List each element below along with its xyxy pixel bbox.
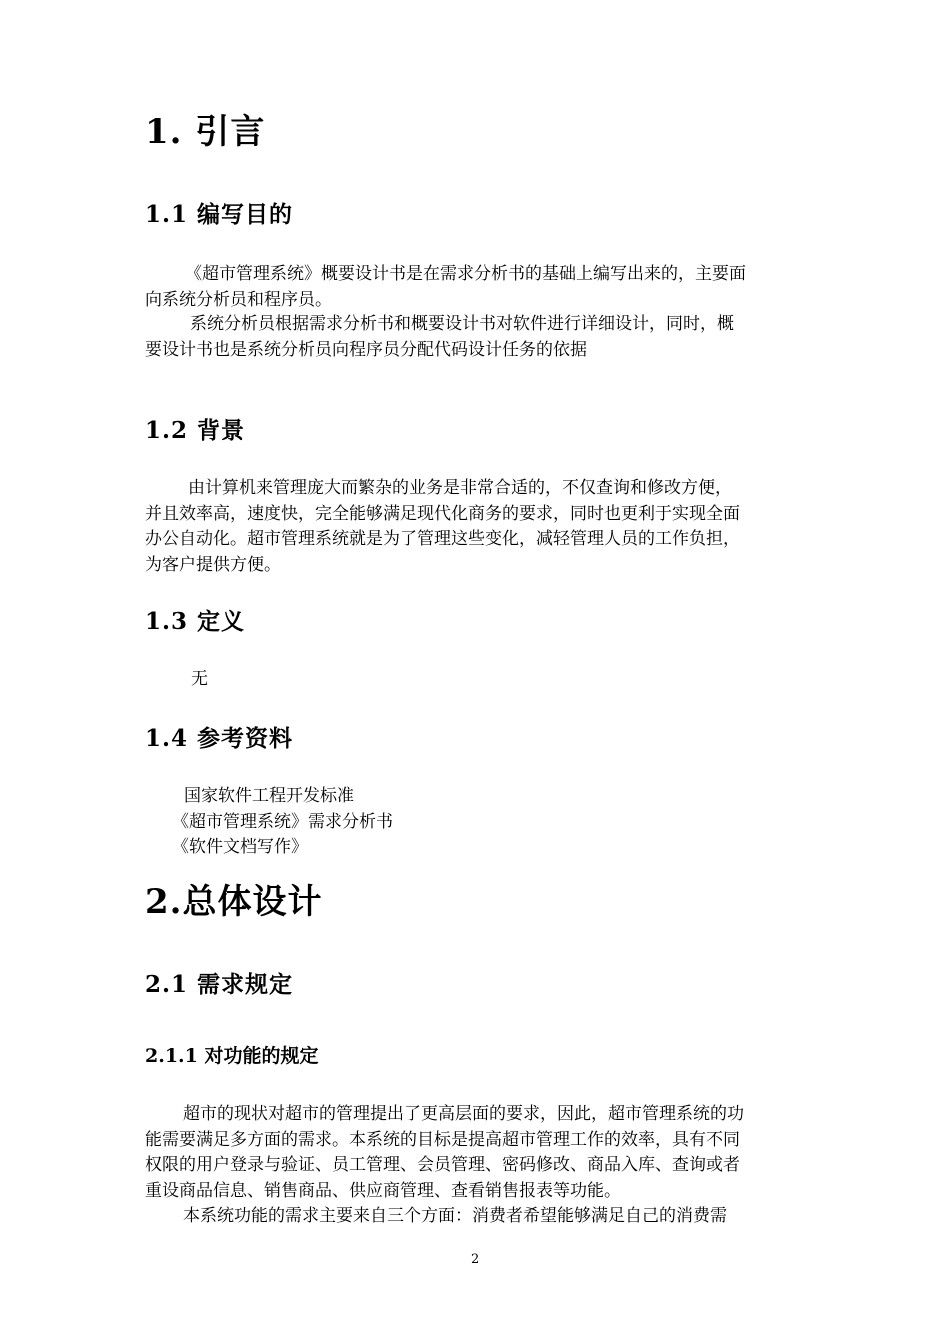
- paragraph-functions-1: [145, 1102, 744, 1204]
- definition-text: 无: [191, 669, 208, 689]
- text-line: 超市的现状对超市的管理提出了更高层面的要求，因此，超市管理系统的功: [183, 1104, 744, 1124]
- paragraph-purpose-2: [145, 312, 734, 363]
- reference-item: 《软件文档写作》: [172, 837, 308, 857]
- heading-1-4-references: 1.4 参考资料: [145, 725, 294, 752]
- heading-1-2-background: 1.2 背景: [145, 417, 246, 444]
- heading-2-1-requirements: 2.1 需求规定: [145, 971, 294, 998]
- heading-1-3-definition: 1.3 定义: [145, 608, 246, 635]
- text-line: 系统分析员根据需求分析书和概要设计书对软件进行详细设计，同时，概: [190, 314, 734, 334]
- heading-2-overall-design: 2.总体设计: [145, 882, 323, 922]
- text-line: 《超市管理系统》概要设计书是在需求分析书的基础上编写出来的，主要面: [185, 264, 746, 284]
- text-line: 权限的用户登录与验证、员工管理、会员管理、密码修改、商品入库、查询或者: [145, 1155, 740, 1175]
- heading-1-1-purpose: 1.1 编写目的: [145, 201, 294, 228]
- heading-1-introduction: 1. 引言: [145, 112, 266, 152]
- reference-list: [172, 784, 393, 861]
- paragraph-background: [145, 476, 740, 578]
- text-line: 重设商品信息、销售商品、供应商管理、查看销售报表等功能。: [145, 1180, 621, 1201]
- text-line: 并且效率高，速度快，完全能够满足现代化商务的要求，同时也更利于实现全面: [145, 503, 740, 524]
- text-line: 要设计书也是系统分析员向程序员分配代码设计任务的依据: [145, 339, 587, 360]
- text-line: 办公自动化。超市管理系统就是为了管理这些变化，减轻管理人员的工作负担，: [145, 529, 740, 549]
- text-line: 本系统功能的需求主要来自三个方面：消费者希望能够满足自己的消费需: [183, 1206, 727, 1226]
- text-line: 由计算机来管理庞大而繁杂的业务是非常合适的，不仅查询和修改方便，: [188, 478, 732, 498]
- text-line: 能需要满足多方面的需求。本系统的目标是提高超市管理工作的效率，具有不同: [145, 1129, 740, 1150]
- paragraph-purpose-1: [145, 262, 746, 313]
- heading-2-1-1-functions: 2.1.1 对功能的规定: [145, 1045, 319, 1067]
- text-line: 为客户提供方便。: [145, 554, 281, 575]
- reference-item: 国家软件工程开发标准: [184, 786, 354, 806]
- page-number: 2: [471, 1252, 480, 1267]
- reference-item: 《超市管理系统》需求分析书: [172, 811, 393, 832]
- paragraph-functions-2: [145, 1204, 727, 1230]
- text-line: 向系统分析员和程序员。: [145, 289, 332, 310]
